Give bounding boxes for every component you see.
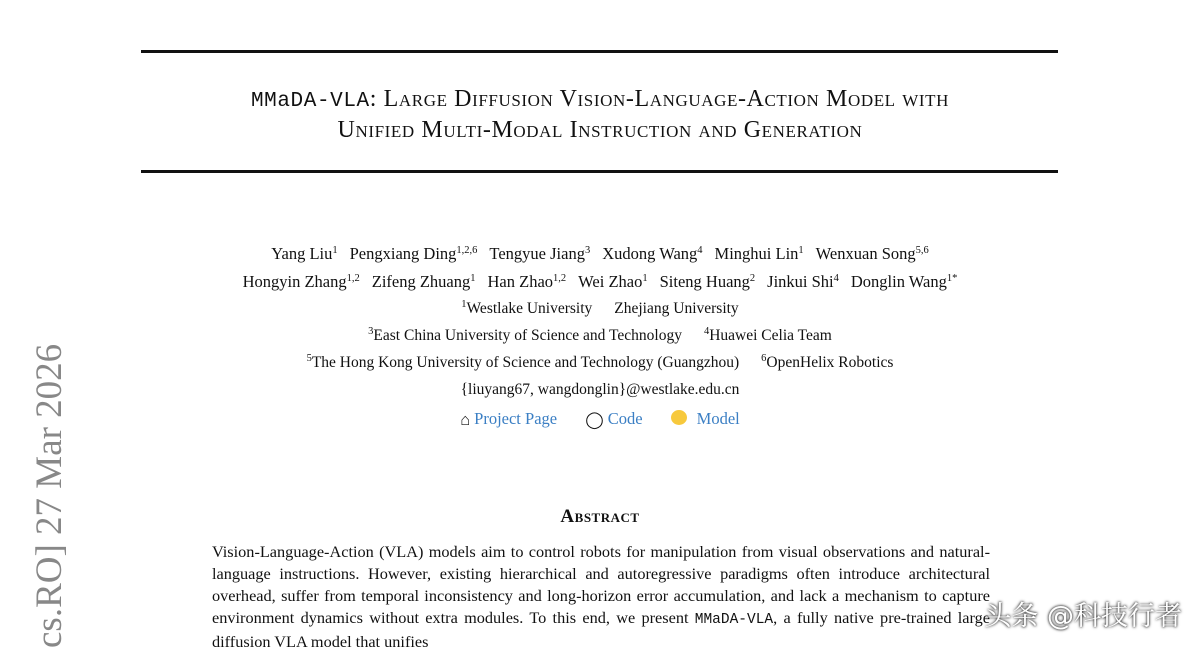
author-affiliation-mark: 1 [332, 245, 338, 256]
affiliation-row [0, 300, 1200, 318]
author [243, 272, 360, 291]
abstract-heading: Abstract [560, 506, 640, 527]
affiliation-mark: 1 [461, 299, 467, 310]
top-rule [141, 50, 1058, 53]
model-name: MMaDA-VLA [250, 90, 370, 113]
affiliation-name: The Hong Kong University of Science and Technology (Guangzhou) [311, 354, 740, 371]
title-text: : Large Diffusion Vision-Language-Action Model with [369, 86, 950, 112]
code-label: Code [607, 409, 643, 428]
author [372, 272, 476, 291]
arxiv-sidebar-stamp: cs.RO] 27 Mar 2026 [29, 343, 70, 648]
author [851, 272, 958, 291]
title-line-2: Unified Multi-Modal Instruction and Generation [337, 117, 863, 143]
model-label: Model [696, 409, 740, 428]
author-affiliation-mark: 1,2 [553, 273, 567, 284]
author [350, 244, 478, 263]
author [578, 272, 647, 291]
author [715, 244, 804, 263]
huggingface-icon [671, 410, 687, 425]
affiliation-mark: 4 [703, 326, 710, 337]
home-icon: ⌂ [460, 410, 471, 429]
affiliation-name: OpenHelix Robotics [766, 354, 894, 371]
author [602, 244, 702, 263]
author-affiliation-mark: 1 [470, 273, 476, 284]
author-name: Wenxuan Song [815, 244, 916, 263]
author [489, 244, 590, 263]
author [767, 272, 839, 291]
authors-row-1 [0, 244, 1200, 264]
affiliation-row [0, 327, 1200, 345]
watermark: 头条 @科技行者 [984, 601, 1182, 632]
author-affiliation-mark: 1* [946, 273, 958, 284]
author-name: Minghui Lin [714, 244, 799, 263]
abstract-body [212, 541, 990, 653]
project-page-label: Project Page [474, 409, 558, 428]
model-name: MMaDA-VLA [694, 612, 774, 628]
project-page-link[interactable] [460, 409, 557, 428]
author-name: Zifeng Zhuang [371, 272, 471, 291]
author-name: Wei Zhao [578, 272, 643, 291]
links-row [0, 409, 1200, 430]
model-link[interactable] [671, 409, 740, 428]
author-name: Xudong Wang [602, 244, 698, 263]
author-affiliation-mark: 5,6 [915, 245, 929, 256]
author [660, 272, 756, 291]
author-affiliation-mark: 4 [697, 245, 703, 256]
author-affiliation-mark: 4 [833, 273, 839, 284]
affiliation-name: Zhejiang University [614, 300, 739, 317]
affiliation-mark: 3 [368, 326, 374, 337]
author-affiliation-mark: 1,2,6 [456, 245, 478, 256]
author-affiliation-mark: 1 [798, 245, 804, 256]
author-affiliation-mark: 2 [749, 273, 756, 284]
author-name: Siteng Huang [659, 272, 750, 291]
author-name: Pengxiang Ding [349, 244, 457, 263]
author-name: Jinkui Shi [767, 272, 834, 291]
affiliation-row [0, 354, 1200, 372]
abstract-text: , a fully native pre-trained large diffusion VLA model that unifies [212, 608, 990, 651]
author-name: Donglin Wang [850, 272, 947, 291]
authors-row-2 [0, 272, 1200, 292]
author-affiliation-mark: 3 [584, 245, 591, 256]
author-name: Yang Liu [271, 244, 333, 263]
author-name: Tengyue Jiang [489, 244, 585, 263]
code-link[interactable] [585, 409, 642, 428]
abstract-text: Vision-Language-Action (VLA) models aim to control robots for manipulation from visual observations and natural-language instructions. However, existing hierarchical and autoregressive paradigms often introduce architectural overhead, suffer from temporal inconsistency and long-horizon error accumulation, and lack a mechanism to capture environment dynamics without extra modules. To this end, we present [212, 542, 990, 627]
affiliation-name: East China University of Science and Technology [373, 327, 682, 344]
author-affiliation-mark: 1,2 [346, 273, 360, 284]
affiliation-name: Huawei Celia Team [709, 327, 832, 344]
author-name: Han Zhao [487, 272, 554, 291]
affiliation-mark: 6 [761, 353, 767, 364]
github-icon: ◯ [585, 410, 604, 429]
bottom-rule [141, 170, 1058, 173]
title-line-1 [0, 86, 1200, 113]
author [271, 244, 337, 263]
author [488, 272, 567, 291]
author-affiliation-mark: 1 [642, 273, 648, 284]
affiliation-mark: 5 [306, 353, 312, 364]
author-name: Hongyin Zhang [242, 272, 347, 291]
author [816, 244, 929, 263]
affiliation-name: Westlake University [466, 300, 593, 317]
email: {liuyang67, wangdonglin}@westlake.edu.cn [460, 381, 740, 398]
